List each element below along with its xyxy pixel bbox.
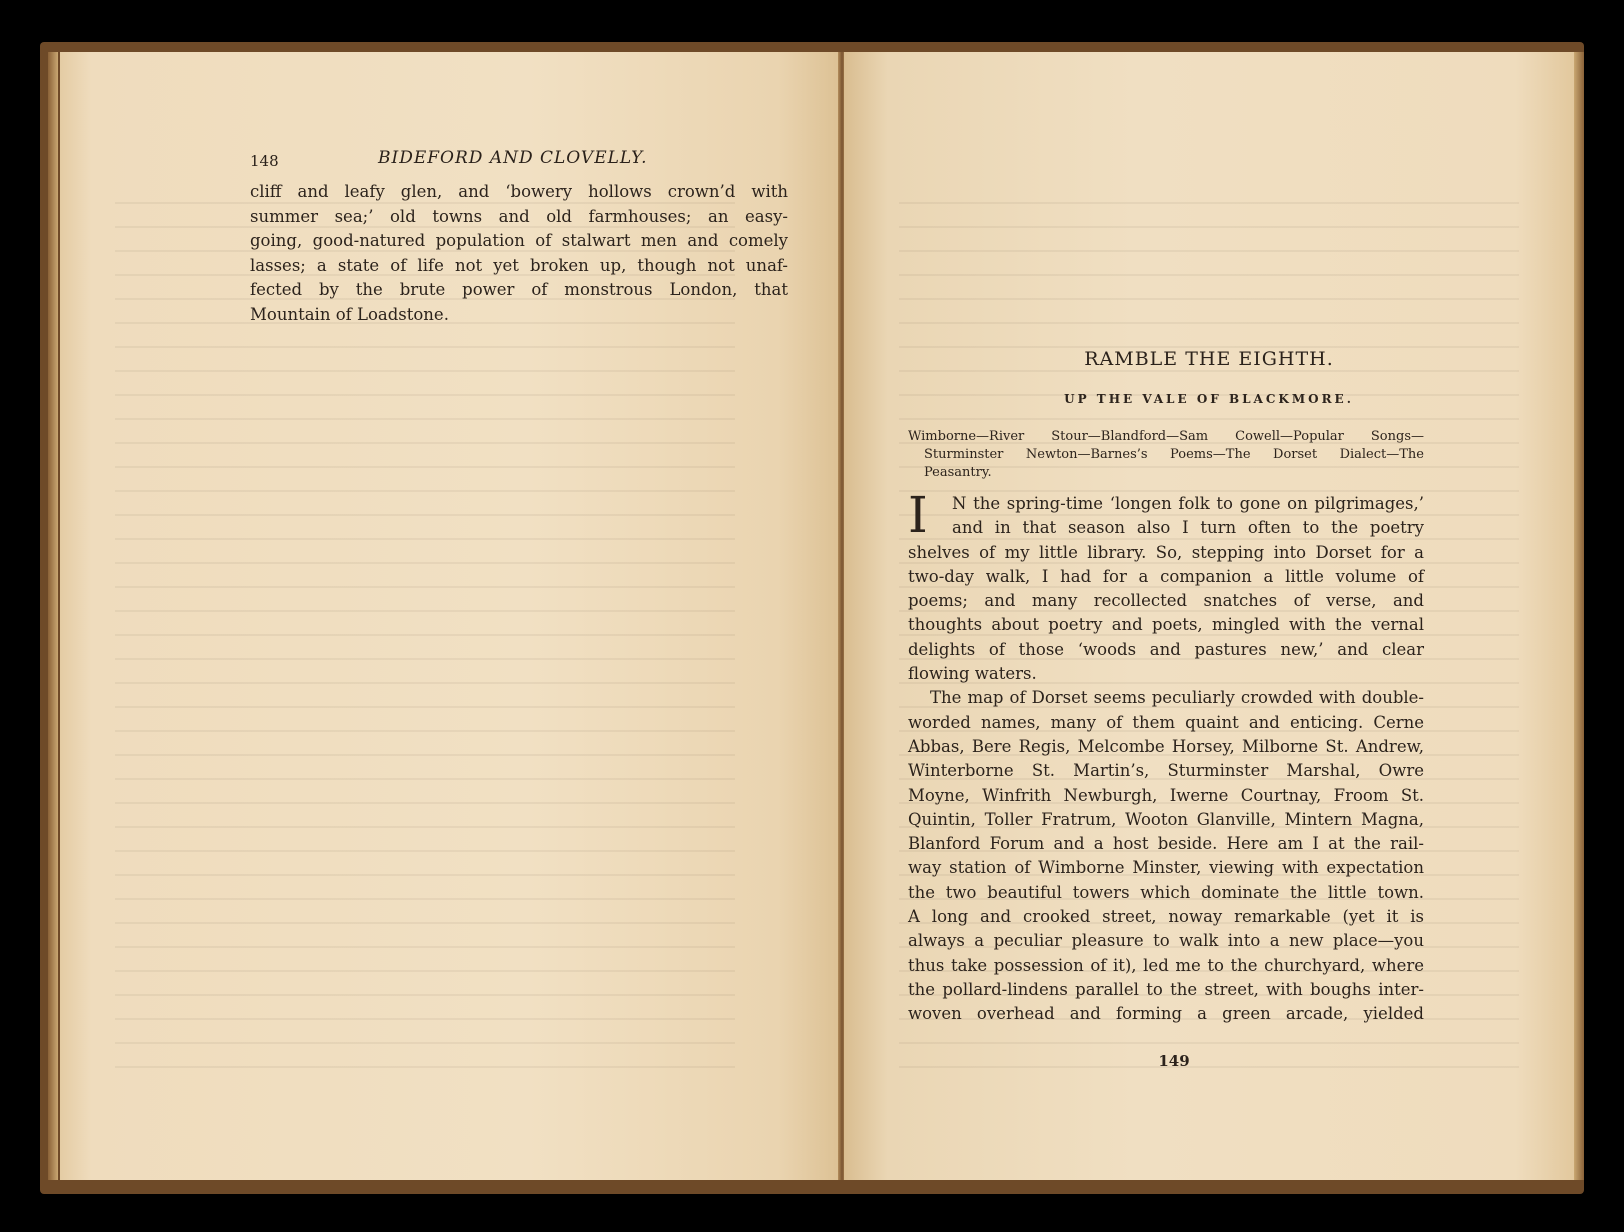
text-line: Mountain of Loadstone. xyxy=(250,304,449,324)
open-book xyxy=(40,42,1584,1194)
running-head-title: BIDEFORD AND CLOVELLY. xyxy=(378,148,648,168)
right-page-edges xyxy=(1574,52,1584,1180)
chapter-summary xyxy=(908,428,1424,482)
text-line: cliff and leafy glen, and ‘bowery hollows crown’d with xyxy=(250,182,788,201)
drop-cap: I xyxy=(908,486,928,544)
text-line: lasses; a state of life not yet broken up, though not unaf- xyxy=(250,255,788,275)
text-line: two-day walk, I had for a companion a little volume of xyxy=(908,566,1424,586)
text-line: way station of Wimborne Minster, viewing with expectation xyxy=(908,858,1424,878)
text-line: flowing waters. xyxy=(908,664,1037,684)
text-line: woven overhead and forming a green arcade, yielded xyxy=(908,1004,1424,1024)
left-page-number: 148 xyxy=(250,152,279,170)
text-line: Winterborne St. Martin’s, Sturminster Marshal, Owre xyxy=(908,761,1424,781)
summary-line: Peasantry. xyxy=(924,465,992,480)
text-line: and in that season also I turn often to the poetry xyxy=(952,518,1424,538)
text-line: the two beautiful towers which dominate the little town. xyxy=(908,882,1424,902)
text-line: thoughts about poetry and poets, mingled with the vernal xyxy=(908,615,1424,635)
right-page-number: 149 xyxy=(1158,1052,1190,1070)
text-line: A long and crooked street, noway remarkable (yet it is xyxy=(908,907,1424,927)
chapter-title: RAMBLE THE EIGHTH. xyxy=(1084,348,1334,370)
summary-line: Sturminster Newton—Barnes’s Poems—The Dorset Dialect—The xyxy=(924,447,1424,462)
text-line: delights of those ‘woods and pastures new,’ and clear xyxy=(908,639,1424,659)
text-line: thus take possession of it), led me to the churchyard, where xyxy=(908,955,1424,975)
text-line: The map of Dorset seems peculiarly crowded with double- xyxy=(930,688,1424,708)
text-line: poems; and many recollected snatches of verse, and xyxy=(908,591,1424,611)
text-line: summer sea;’ old towns and old farmhouses; an easy- xyxy=(250,206,788,226)
text-line: Blanford Forum and a host beside. Here am I at the rail- xyxy=(908,834,1424,854)
summary-line: Wimborne—River Stour—Blandford—Sam Cowell—Popular Songs— xyxy=(908,429,1424,444)
text-line: Quintin, Toller Fratrum, Wooton Glanville, Mintern Magna, xyxy=(908,809,1424,829)
chapter-subtitle: UP THE VALE OF BLACKMORE. xyxy=(1064,392,1354,406)
left-page xyxy=(60,52,840,1180)
text-line: Moyne, Winfrith Newburgh, Iwerne Courtnay, Froom St. xyxy=(908,785,1424,805)
bleed-through-text xyxy=(115,202,735,1082)
text-line: going, good-natured population of stalwart men and comely xyxy=(250,231,788,251)
text-line: N the spring-time ‘longen folk to gone on pilgrimages,’ xyxy=(952,494,1424,513)
left-page-text xyxy=(250,180,788,328)
text-line: fected by the brute power of monstrous London, that xyxy=(250,280,788,300)
right-page xyxy=(844,52,1574,1180)
text-line: the pollard-lindens parallel to the street, with boughs inter- xyxy=(908,979,1424,999)
text-line: Abbas, Bere Regis, Melcombe Horsey, Milborne St. Andrew, xyxy=(908,736,1424,756)
right-page-text xyxy=(908,486,1424,1027)
text-line: worded names, many of them quaint and enticing. Cerne xyxy=(908,712,1424,732)
text-line: shelves of my little library. So, stepping into Dorset for a xyxy=(908,542,1424,562)
text-line: always a peculiar pleasure to walk into a new place—you xyxy=(908,931,1424,951)
left-page-edges xyxy=(48,52,58,1180)
